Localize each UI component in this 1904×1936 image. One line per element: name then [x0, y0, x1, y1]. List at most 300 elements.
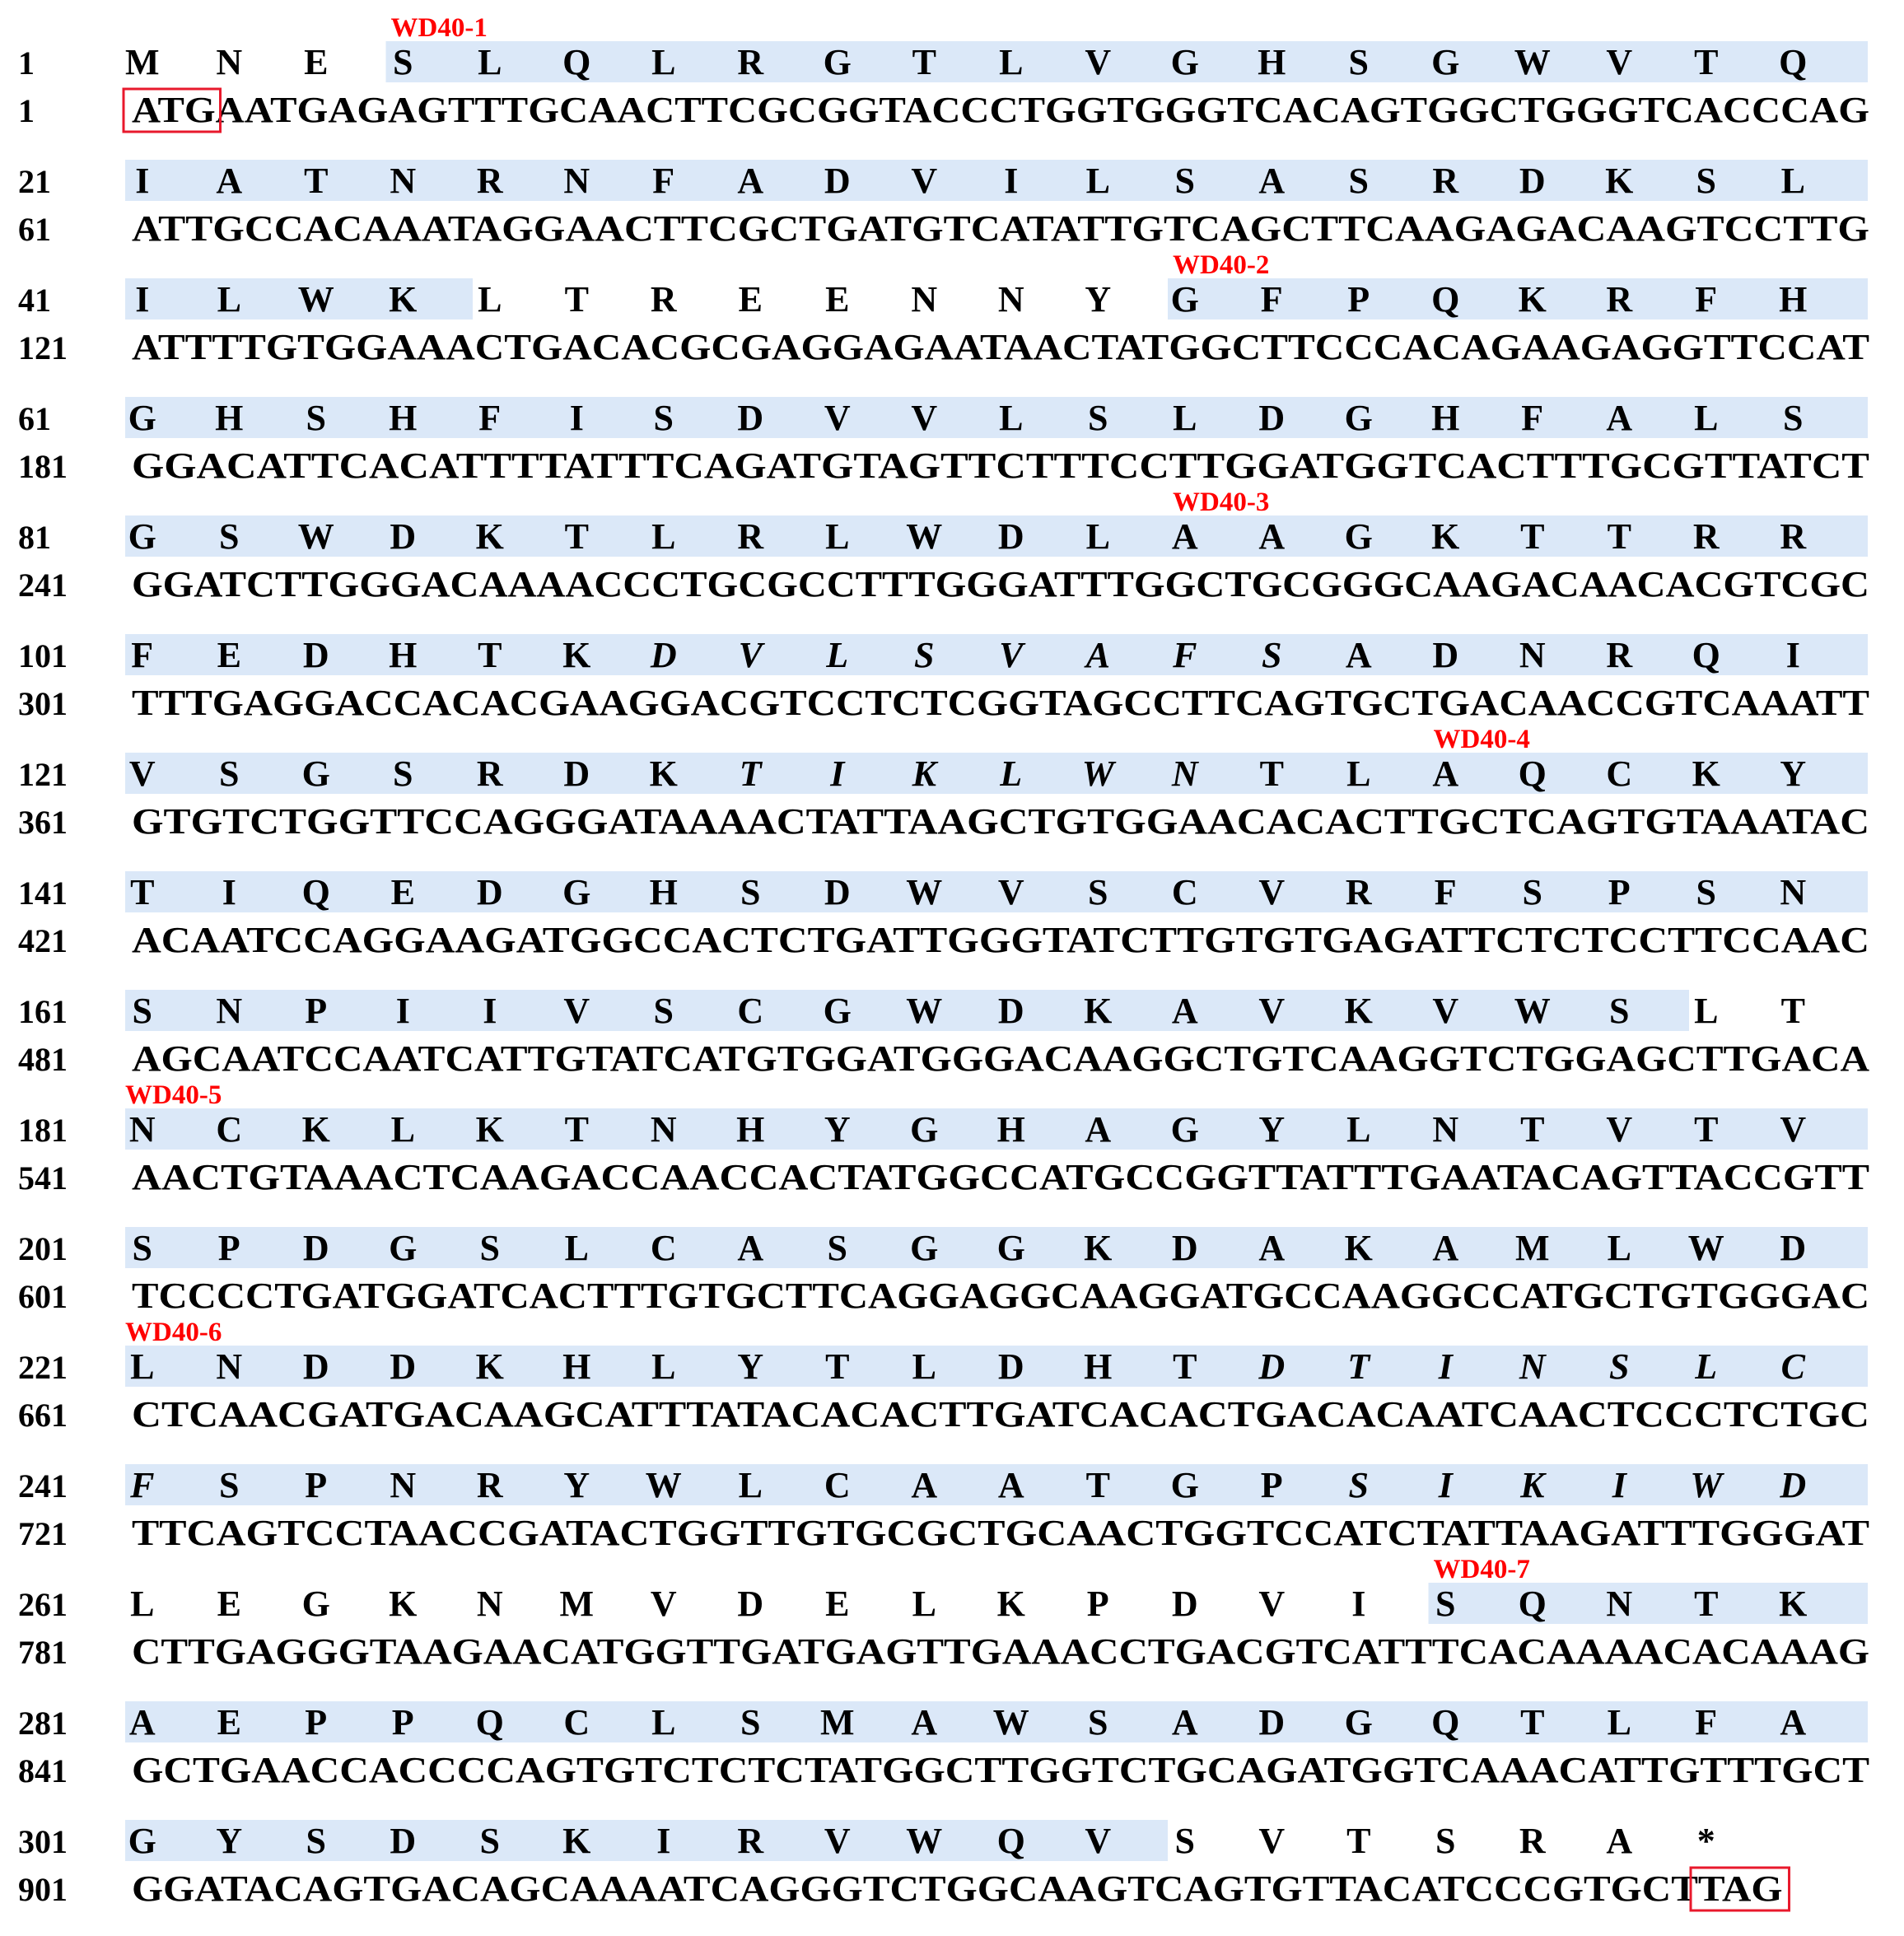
amino-acid: R — [1345, 872, 1372, 912]
amino-acid: G — [823, 991, 852, 1031]
amino-acid: H — [1258, 42, 1286, 82]
amino-acid: D — [1432, 635, 1459, 675]
amino-acid: T — [1694, 42, 1719, 82]
amino-acid: H — [562, 1346, 591, 1387]
amino-acid: D — [650, 635, 677, 675]
aa-position-number: 121 — [18, 756, 68, 793]
nt-position-number: 181 — [18, 448, 68, 485]
amino-acid: A — [1085, 635, 1110, 675]
nt-position-number: 901 — [18, 1871, 68, 1908]
nt-position-number: 781 — [18, 1634, 68, 1671]
amino-acid: T — [1694, 1584, 1719, 1624]
amino-acid: N — [563, 161, 590, 201]
amino-acid: N — [1519, 635, 1546, 675]
amino-acid: L — [478, 42, 502, 82]
amino-acid: E — [217, 1702, 241, 1742]
nucleotide-sequence: TCCCCTGATGGATCACTTTGTGCTTCAGGAGGCAAGGATGCCAAGGCCATGCTGTGGGAC — [132, 1276, 1869, 1316]
amino-acid: K — [475, 516, 504, 557]
amino-acid: I — [1612, 1465, 1626, 1505]
amino-acid: M — [124, 42, 160, 82]
amino-acid: A — [1258, 516, 1286, 557]
amino-acid: S — [393, 42, 413, 82]
amino-acid: V — [738, 635, 763, 675]
amino-acid: S — [479, 1821, 500, 1861]
amino-acid: L — [217, 279, 241, 320]
amino-acid: L — [390, 1109, 415, 1150]
amino-acid: F — [478, 398, 502, 438]
amino-acid: T — [478, 635, 502, 675]
amino-acid: I — [395, 991, 410, 1031]
amino-acid: G — [562, 872, 591, 912]
amino-acid: S — [827, 1228, 847, 1268]
amino-acid: N — [216, 991, 243, 1031]
amino-acid: V — [1606, 42, 1633, 82]
wd40-motif-label: WD40-3 — [1173, 487, 1270, 517]
nucleotide-sequence: TTCAGTCCTAACCGATACTGGTTGTGCGCTGCAACTGGTCCATCTATTAAGATTTGGGAT — [132, 1513, 1869, 1553]
amino-acid: L — [1000, 753, 1023, 794]
amino-acid: H — [996, 1109, 1025, 1150]
amino-acid: G — [128, 1821, 156, 1861]
amino-acid: N — [997, 279, 1024, 320]
amino-acid: S — [1783, 398, 1804, 438]
nt-position-number: 541 — [18, 1159, 68, 1197]
aa-position-number: 21 — [18, 163, 51, 200]
amino-acid: C — [563, 1702, 590, 1742]
amino-acid: G — [910, 1109, 939, 1150]
amino-acid: T — [564, 279, 589, 320]
amino-acid: I — [1438, 1465, 1453, 1505]
amino-acid: M — [819, 1702, 855, 1742]
amino-acid: V — [999, 635, 1024, 675]
amino-acid: Q — [562, 42, 591, 82]
amino-acid: C — [737, 991, 764, 1031]
amino-acid: L — [912, 1584, 936, 1624]
amino-acid: H — [389, 398, 418, 438]
amino-acid: K — [389, 279, 418, 320]
aa-position-number: 301 — [18, 1823, 68, 1860]
amino-acid: T — [130, 872, 155, 912]
amino-acid: K — [562, 1821, 591, 1861]
amino-acid: N — [1432, 1109, 1459, 1150]
nt-position-number: 481 — [18, 1041, 68, 1078]
nt-position-number: 721 — [18, 1515, 68, 1552]
amino-acid: G — [996, 1228, 1025, 1268]
amino-acid: V — [911, 398, 938, 438]
aa-position-number: 221 — [18, 1349, 68, 1386]
amino-acid: G — [1170, 279, 1199, 320]
amino-acid: D — [997, 991, 1024, 1031]
amino-acid: S — [132, 1228, 152, 1268]
amino-acid: W — [1514, 991, 1551, 1031]
amino-acid: A — [1606, 1821, 1633, 1861]
amino-acid: R — [737, 42, 764, 82]
amino-acid: Y — [563, 1465, 590, 1505]
amino-acid: T — [564, 516, 589, 557]
amino-acid: R — [737, 516, 764, 557]
amino-acid: I — [135, 161, 150, 201]
amino-acid: K — [1084, 991, 1113, 1031]
amino-acid: T — [1520, 516, 1545, 557]
amino-acid: D — [1258, 1346, 1286, 1387]
amino-acid: S — [219, 1465, 240, 1505]
amino-acid: E — [738, 279, 763, 320]
amino-acid: G — [128, 398, 156, 438]
amino-acid: C — [1606, 753, 1633, 794]
nucleotide-sequence: GGACATTCACATTTTATTTCAGATGTAGTTCTTTCCTTGGATGGTCACTTTGCGTTATCT — [132, 446, 1869, 486]
amino-acid: T — [1259, 753, 1284, 794]
amino-acid: M — [1514, 1228, 1550, 1268]
amino-acid: N — [390, 161, 417, 201]
amino-acid: I — [1785, 635, 1800, 675]
amino-acid: L — [1346, 753, 1371, 794]
amino-acid: V — [1258, 991, 1286, 1031]
amino-acid: L — [1085, 161, 1110, 201]
amino-acid: F — [1260, 279, 1283, 320]
amino-acid: S — [1174, 1821, 1195, 1861]
amino-acid: L — [651, 1346, 676, 1387]
amino-acid: W — [906, 1821, 943, 1861]
amino-acid: Q — [1518, 1584, 1547, 1624]
amino-acid: C — [1780, 1346, 1805, 1387]
amino-acid: V — [824, 1821, 851, 1861]
amino-acid: R — [1606, 279, 1633, 320]
amino-acid: T — [1085, 1465, 1110, 1505]
amino-acid: K — [1692, 753, 1720, 794]
amino-acid: K — [1431, 516, 1460, 557]
amino-acid: C — [824, 1465, 851, 1505]
amino-acid: W — [1514, 42, 1551, 82]
amino-acid: S — [1696, 161, 1716, 201]
nt-position-number: 421 — [18, 922, 68, 959]
amino-acid: H — [389, 635, 418, 675]
amino-acid: P — [1086, 1584, 1109, 1624]
amino-acid: P — [217, 1228, 240, 1268]
amino-acid: L — [912, 1346, 936, 1387]
amino-acid: T — [912, 42, 936, 82]
nt-position-number: 361 — [18, 804, 68, 841]
nt-position-number: 121 — [18, 329, 68, 366]
amino-acid: S — [1435, 1584, 1456, 1624]
motif-highlight — [125, 871, 1868, 912]
amino-acid: G — [1170, 1465, 1199, 1505]
amino-acid: N — [216, 42, 243, 82]
amino-acid: T — [1694, 1109, 1719, 1150]
nucleotide-sequence: ATTTTGTGGAAACTGACACGCGAGGAGAATAACTATGGCTTCCCACAGAAGAGGTTCCAT — [132, 327, 1869, 367]
sequence-text-layer — [18, 42, 1869, 1909]
aa-position-number: 1 — [18, 44, 35, 82]
amino-acid: K — [1344, 991, 1373, 1031]
amino-acid: H — [215, 398, 244, 438]
amino-acid: S — [1088, 398, 1108, 438]
amino-acid: L — [999, 42, 1024, 82]
amino-acid: D — [302, 1346, 329, 1387]
amino-acid: R — [1606, 635, 1633, 675]
amino-acid: V — [1258, 1584, 1286, 1624]
amino-acid: Y — [1258, 1109, 1286, 1150]
aa-position-number: 61 — [18, 400, 51, 437]
amino-acid: I — [1004, 161, 1019, 201]
amino-acid: T — [1520, 1109, 1545, 1150]
amino-acid: L — [1694, 991, 1719, 1031]
amino-acid: S — [1174, 161, 1195, 201]
amino-acid: Y — [216, 1821, 243, 1861]
amino-acid: G — [1344, 398, 1373, 438]
aa-position-number: 141 — [18, 875, 68, 912]
amino-acid: A — [997, 1465, 1024, 1505]
aa-position-number: 161 — [18, 993, 68, 1030]
amino-acid: L — [130, 1584, 155, 1624]
amino-acid: L — [826, 635, 849, 675]
amino-acid: S — [1435, 1821, 1456, 1861]
amino-acid: V — [650, 1584, 677, 1624]
amino-acid: K — [301, 1109, 330, 1150]
amino-acid: L — [1085, 516, 1110, 557]
amino-acid: S — [1696, 872, 1716, 912]
amino-acid: I — [569, 398, 584, 438]
amino-acid: K — [649, 753, 678, 794]
motif-highlight — [125, 1464, 1868, 1505]
amino-acid: N — [1519, 1346, 1546, 1387]
amino-acid: E — [825, 279, 850, 320]
amino-acid: D — [302, 1228, 329, 1268]
amino-acid: V — [128, 753, 156, 794]
amino-acid: Q — [301, 872, 330, 912]
amino-acid: C — [1171, 872, 1198, 912]
amino-acid: L — [1607, 1702, 1631, 1742]
amino-acid: R — [1780, 516, 1807, 557]
aa-position-number: 101 — [18, 637, 68, 674]
amino-acid: L — [651, 42, 676, 82]
amino-acid: V — [1258, 1821, 1286, 1861]
amino-acid: L — [1694, 398, 1719, 438]
amino-acid: A — [911, 1465, 938, 1505]
amino-acid: W — [906, 516, 943, 557]
amino-acid: A — [1085, 1109, 1112, 1150]
aa-position-number: 241 — [18, 1467, 68, 1504]
aa-position-number: 261 — [18, 1586, 68, 1623]
amino-acid: D — [824, 872, 851, 912]
amino-acid: C — [650, 1228, 677, 1268]
amino-acid: G — [389, 1228, 418, 1268]
amino-acid: I — [135, 279, 150, 320]
amino-acid: N — [390, 1465, 417, 1505]
amino-acid: D — [737, 398, 764, 438]
amino-acid: K — [1605, 161, 1634, 201]
amino-acid: H — [736, 1109, 765, 1150]
amino-acid: T — [1173, 1346, 1197, 1387]
amino-acid: F — [130, 1465, 155, 1505]
nt-position-number: 841 — [18, 1752, 68, 1789]
amino-acid: G — [823, 42, 852, 82]
nucleotide-sequence: CTCAACGATGACAAGCATTTATACACACTTGATCACACTGACACAATCAACTCCCTCTGC — [132, 1394, 1869, 1435]
amino-acid: S — [653, 991, 674, 1031]
amino-acid: L — [1173, 398, 1197, 438]
amino-acid: E — [825, 1584, 850, 1624]
amino-acid: I — [222, 872, 236, 912]
amino-acid: F — [652, 161, 675, 201]
aa-position-number: 41 — [18, 282, 51, 319]
amino-acid: L — [651, 516, 676, 557]
amino-acid: D — [1780, 1465, 1807, 1505]
amino-acid: G — [910, 1228, 939, 1268]
wd40-motif-label: WD40-6 — [125, 1318, 222, 1347]
amino-acid: L — [825, 516, 850, 557]
amino-acid: Q — [1692, 635, 1720, 675]
amino-acid: K — [912, 753, 936, 794]
amino-acid: L — [738, 1465, 763, 1505]
amino-acid: V — [1258, 872, 1286, 912]
amino-acid: A — [1432, 753, 1459, 794]
amino-acid: Y — [1085, 279, 1112, 320]
amino-acid: Y — [737, 1346, 764, 1387]
amino-acid: K — [1084, 1228, 1113, 1268]
amino-acid: D — [1171, 1584, 1198, 1624]
amino-acid: Y — [824, 1109, 851, 1150]
amino-acid: N — [128, 1109, 156, 1150]
amino-acid: P — [1347, 279, 1370, 320]
amino-acid: D — [302, 635, 329, 675]
nt-position-number: 601 — [18, 1278, 68, 1315]
amino-acid: I — [830, 753, 845, 794]
amino-acid: L — [999, 398, 1024, 438]
amino-acid: N — [1606, 1584, 1633, 1624]
amino-acid: H — [1084, 1346, 1113, 1387]
amino-acid: G — [1170, 42, 1199, 82]
nucleotide-sequence: GCTGAACCACCCCAGTGTCTCTCTATGGCTTGGTCTGCAGATGGTCAAACATTGTTTGCT — [132, 1750, 1869, 1790]
amino-acid: D — [997, 1346, 1024, 1387]
amino-acid: I — [1438, 1346, 1453, 1387]
amino-acid: M — [559, 1584, 595, 1624]
amino-acid: L — [130, 1346, 155, 1387]
amino-acid: R — [1692, 516, 1720, 557]
amino-acid: A — [1606, 398, 1633, 438]
amino-acid: C — [216, 1109, 243, 1150]
amino-acid: L — [1780, 161, 1805, 201]
amino-acid: P — [391, 1702, 414, 1742]
amino-acid: I — [1351, 1584, 1366, 1624]
amino-acid: W — [992, 1702, 1029, 1742]
amino-acid: A — [1258, 1228, 1286, 1268]
amino-acid: T — [825, 1346, 850, 1387]
amino-acid: S — [132, 991, 152, 1031]
amino-acid: L — [478, 279, 502, 320]
amino-acid: G — [1344, 1702, 1373, 1742]
amino-acid: K — [562, 635, 591, 675]
amino-acid: A — [737, 161, 764, 201]
amino-acid: G — [1344, 516, 1373, 557]
amino-acid: G — [1431, 42, 1460, 82]
nucleotide-sequence: AACTGTAAACTCAAGACCAACCACTATGGCCATGCCGGTTATTTGAATACAGTTACCGTT — [132, 1157, 1869, 1197]
amino-acid: S — [306, 1821, 326, 1861]
amino-acid: V — [911, 161, 938, 201]
amino-acid: E — [304, 42, 329, 82]
amino-acid: D — [1519, 161, 1546, 201]
amino-acid: N — [911, 279, 938, 320]
amino-acid: D — [824, 161, 851, 201]
amino-acid: H — [1431, 398, 1460, 438]
amino-acid: N — [650, 1109, 677, 1150]
amino-acid: L — [564, 1228, 589, 1268]
amino-acid: S — [1609, 991, 1630, 1031]
amino-acid: L — [1346, 1109, 1371, 1150]
amino-acid: F — [1695, 1702, 1718, 1742]
nucleotide-sequence: ATGAATGAGAGTTTGCAACTTCGCGGTACCCTGGTGGGTCACAGTGGCTGGGTCACCCAG — [132, 90, 1869, 130]
aa-position-number: 81 — [18, 519, 51, 556]
motif-highlight — [386, 41, 1869, 82]
amino-acid: T — [1780, 991, 1805, 1031]
amino-acid: S — [914, 635, 935, 675]
amino-acid: R — [476, 1465, 503, 1505]
nucleotide-sequence: AGCAATCCAATCATTGTATCATGTGGATGGGACAAGGCTGTCAAGGTCTGGAGCTTGACA — [132, 1038, 1870, 1079]
wd40-motif-label: WD40-7 — [1433, 1555, 1530, 1584]
amino-acid: V — [1085, 1821, 1112, 1861]
amino-acid: S — [306, 398, 326, 438]
amino-acid: I — [656, 1821, 671, 1861]
nucleotide-sequence: CTTGAGGGTAAGAACATGGTTGATGAGTTGAAACCTGACGTCATTTCACAAAACACAAAG — [132, 1631, 1869, 1672]
wd40-motif-label: WD40-2 — [1173, 250, 1270, 280]
amino-acid: A — [1171, 1702, 1198, 1742]
amino-acid: N — [476, 1584, 503, 1624]
amino-acid: S — [219, 753, 240, 794]
amino-acid: G — [128, 516, 156, 557]
amino-acid: V — [1606, 1109, 1633, 1150]
amino-acid: W — [297, 516, 334, 557]
amino-acid: K — [996, 1584, 1025, 1624]
amino-acid: E — [217, 1584, 241, 1624]
nucleotide-sequence: GGATACAGTGACAGCAAAATCAGGGTCTGGCAAGTCAGTGTTACATCCCGTGCTTAG — [132, 1868, 1783, 1909]
nt-position-number: 241 — [18, 567, 68, 604]
amino-acid: Y — [1780, 753, 1807, 794]
amino-acid: A — [1258, 161, 1286, 201]
amino-acid: T — [1347, 1346, 1370, 1387]
amino-acid: T — [1520, 1702, 1545, 1742]
nt-position-number: 61 — [18, 211, 51, 248]
amino-acid: P — [1260, 1465, 1283, 1505]
amino-acid: F — [1434, 872, 1457, 912]
amino-acid: T — [304, 161, 329, 201]
amino-acid: P — [305, 1702, 328, 1742]
amino-acid: S — [1609, 1346, 1630, 1387]
aa-position-number: 281 — [18, 1705, 68, 1742]
nucleotide-sequence: TTTGAGGACCACACGAAGGACGTCCTCTCGGTAGCCTTCAGTGCTGACAACCGTCAAATT — [132, 683, 1869, 723]
amino-acid: Q — [475, 1702, 504, 1742]
amino-acid: R — [476, 161, 503, 201]
amino-acid: D — [1258, 398, 1286, 438]
amino-acid: S — [219, 516, 240, 557]
amino-acid: S — [740, 1702, 761, 1742]
wd40-motif-label: WD40-4 — [1433, 725, 1530, 754]
amino-acid: D — [1258, 1702, 1286, 1742]
amino-acid: A — [1171, 991, 1198, 1031]
amino-acid: V — [824, 398, 851, 438]
amino-acid: V — [997, 872, 1024, 912]
amino-acid: A — [1432, 1228, 1459, 1268]
amino-acid: P — [305, 1465, 328, 1505]
amino-acid: R — [650, 279, 677, 320]
amino-acid: E — [217, 635, 241, 675]
amino-acid: T — [739, 753, 762, 794]
amino-acid: Q — [1431, 279, 1460, 320]
amino-acid: T — [564, 1109, 589, 1150]
amino-acid: F — [1173, 635, 1197, 675]
amino-acid: R — [476, 753, 503, 794]
amino-acid: D — [1171, 1228, 1198, 1268]
nucleotide-sequence: ACAATCCAGGAAGATGGCCACTCTGATTGGGTATCTTGTGTGAGATTCTCTCCTTCCAAC — [132, 920, 1869, 960]
amino-acid: W — [1687, 1228, 1724, 1268]
amino-acid: S — [1348, 161, 1369, 201]
amino-acid: R — [1519, 1821, 1546, 1861]
amino-acid: A — [737, 1228, 764, 1268]
